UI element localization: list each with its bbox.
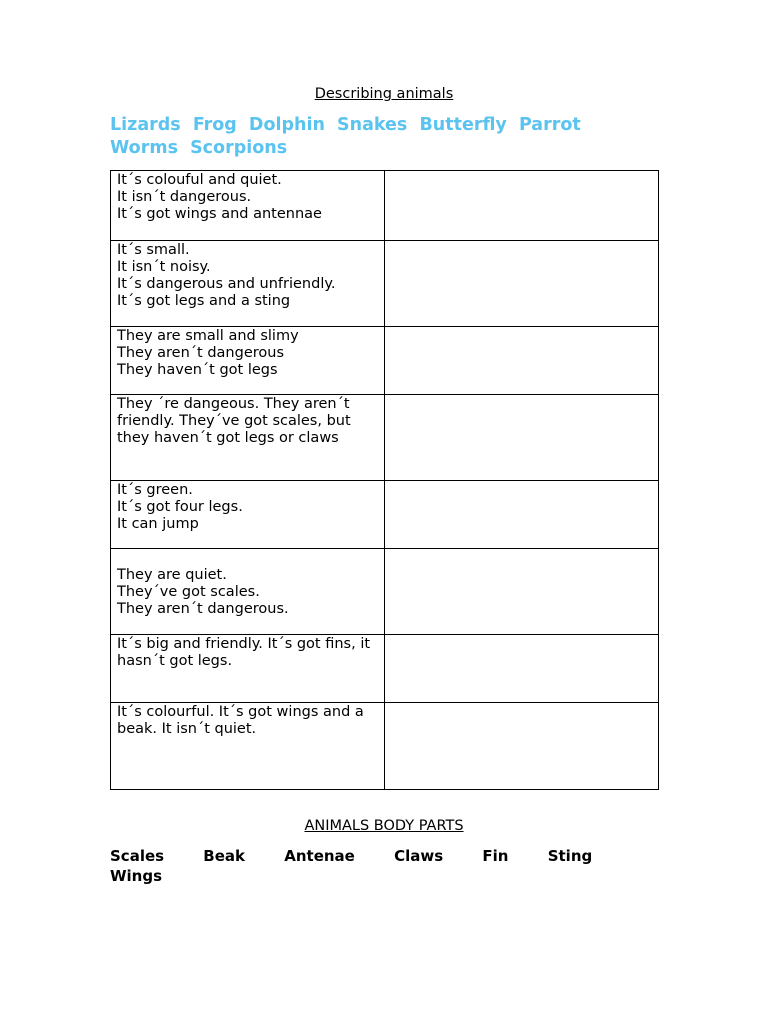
animal-word: Snakes <box>337 115 408 135</box>
page-title <box>0 86 768 103</box>
description-cell <box>111 481 385 549</box>
body-part-word: Antenae <box>284 847 355 865</box>
animal-word-bank <box>110 114 650 160</box>
animal-word: Worms <box>110 138 178 158</box>
answer-cell[interactable] <box>385 549 659 635</box>
animal-word: Frog <box>192 115 237 135</box>
description-cell <box>111 327 385 395</box>
answer-cell[interactable] <box>385 395 659 481</box>
table-row <box>111 635 659 703</box>
answer-cell[interactable] <box>385 703 659 790</box>
body-parts-title <box>0 818 768 835</box>
description-line <box>117 550 378 567</box>
matching-table <box>110 170 659 790</box>
answer-cell[interactable] <box>385 327 659 395</box>
description-cell <box>111 241 385 327</box>
table-row <box>111 703 659 790</box>
description-cell <box>111 635 385 703</box>
body-part-word: Wings <box>110 867 163 885</box>
animal-word: Lizards <box>110 115 181 135</box>
body-part-word: Beak <box>203 847 246 865</box>
table-row <box>111 481 659 549</box>
description-cell <box>111 171 385 241</box>
table-row <box>111 327 659 395</box>
table-row <box>111 241 659 327</box>
answer-cell[interactable] <box>385 171 659 241</box>
table-row <box>111 395 659 481</box>
body-parts-word-bank <box>110 846 650 886</box>
description-line: It can jump <box>117 516 199 532</box>
body-part-word: Scales <box>110 847 165 865</box>
answer-cell[interactable] <box>385 635 659 703</box>
description-cell <box>111 549 385 635</box>
description-line: They aren´t dangerous <box>117 345 285 361</box>
table-row <box>111 549 659 635</box>
description-line: It´s got wings and antennae <box>117 206 322 222</box>
animal-word: Scorpions <box>190 138 288 158</box>
animal-word: Dolphin <box>248 115 325 135</box>
page-title-text: Describing animals <box>314 86 454 102</box>
description-cell <box>111 395 385 481</box>
description-line: They are quiet. <box>117 567 227 583</box>
description-line: It´s got four legs. <box>117 499 243 515</box>
body-part-word: Sting <box>547 847 593 865</box>
body-part-word: Fin <box>482 847 509 865</box>
description-cell <box>111 703 385 790</box>
description-line: It´s big and friendly. It´s got fins, it hasn´t got legs. <box>117 636 371 669</box>
body-parts-title-text: ANIMALS BODY PARTS <box>304 818 464 834</box>
animal-word: Parrot <box>518 115 581 135</box>
description-line: It´s small. <box>117 242 190 258</box>
description-line: They aren´t dangerous. <box>117 601 289 617</box>
description-line: It isn´t dangerous. <box>117 189 252 205</box>
answer-cell[interactable] <box>385 241 659 327</box>
answer-cell[interactable] <box>385 481 659 549</box>
description-line: It´s colouful and quiet. <box>117 172 282 188</box>
description-line: It´s green. <box>117 482 193 498</box>
description-line: It isn´t noisy. <box>117 259 211 275</box>
description-line: It´s got legs and a sting <box>117 293 291 309</box>
description-line: They ´re dangeous. They aren´t friendly. They´ve got scales, but they haven´t got legs or claws <box>117 396 351 446</box>
table-row <box>111 171 659 241</box>
body-part-word: Claws <box>394 847 444 865</box>
animal-word: Butterfly <box>419 115 507 135</box>
description-line: It´s dangerous and unfriendly. <box>117 276 336 292</box>
description-line: It´s colourful. It´s got wings and a beak. It isn´t quiet. <box>117 704 364 737</box>
description-line: They´ve got scales. <box>117 584 260 600</box>
description-line: They haven´t got legs <box>117 362 278 378</box>
description-line: They are small and slimy <box>117 328 299 344</box>
